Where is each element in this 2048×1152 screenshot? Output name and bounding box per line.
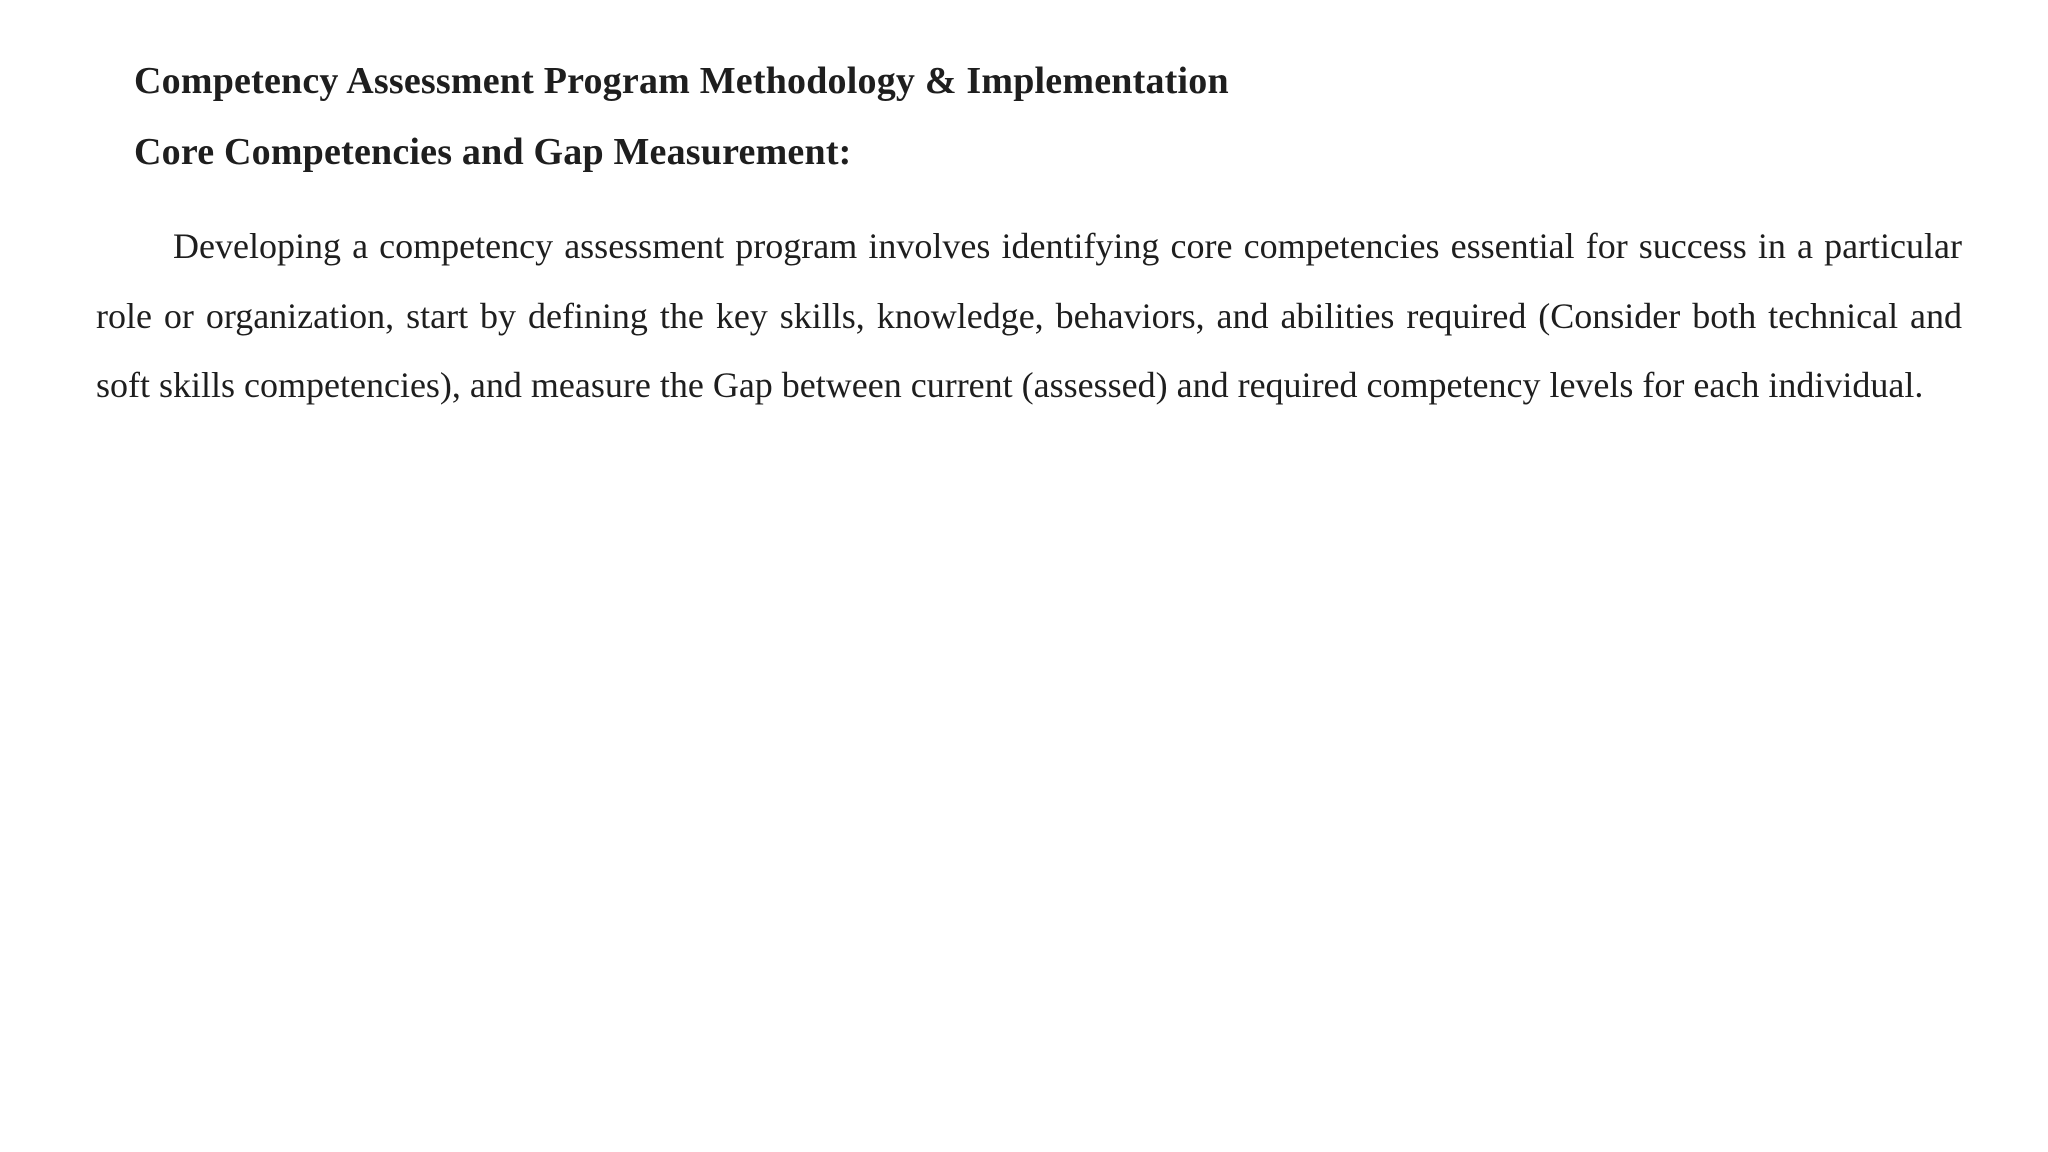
section-heading: Core Competencies and Gap Measurement: bbox=[134, 131, 852, 173]
body-paragraph: Developing a competency assessment program involves identifying core competencies essential for success in a particular role or organization, start by defining the key skills, knowledge, behaviors, and abilities required (Consider both technical and soft skills competencies), and measure the Gap between current (assessed) and required competency levels for each individual. bbox=[96, 226, 1962, 405]
document-title: Competency Assessment Program Methodology & Implementation bbox=[134, 60, 1229, 102]
